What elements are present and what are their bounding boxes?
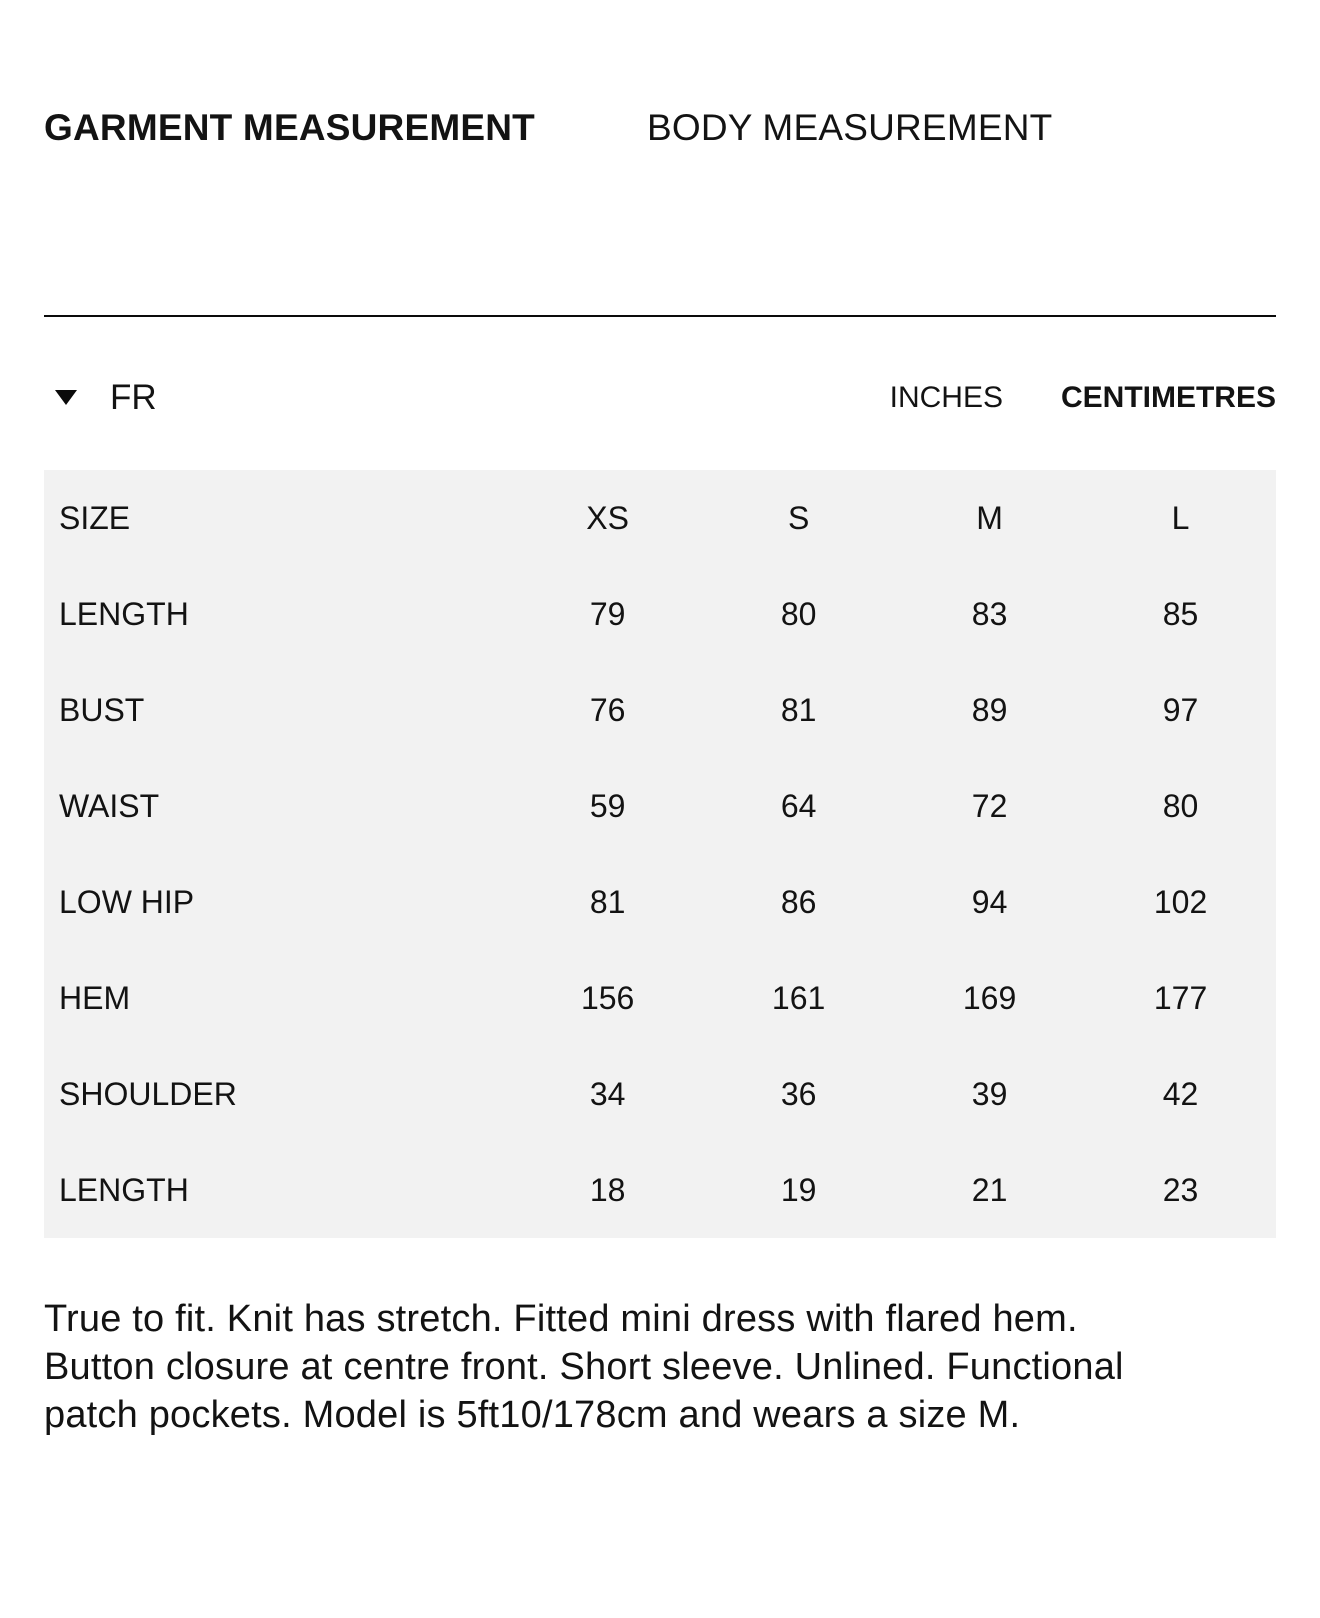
tab-body-measurement[interactable]: BODY MEASUREMENT bbox=[646, 107, 1053, 148]
cell-value: 89 bbox=[971, 691, 1008, 728]
region-dropdown[interactable] bbox=[55, 378, 157, 418]
cell-value: 36 bbox=[780, 1075, 817, 1112]
description-line: Button closure at centre front. Short sleeve. Unlined. Functional bbox=[44, 1345, 1124, 1388]
unit-toggle bbox=[890, 381, 1276, 416]
cell-value: 80 bbox=[780, 595, 817, 632]
cell-value: 80 bbox=[1162, 787, 1199, 824]
cell-value: 161 bbox=[771, 979, 826, 1016]
cell-value: 72 bbox=[971, 787, 1008, 824]
measurement-tabs bbox=[44, 0, 1276, 149]
header-col-xs: XS bbox=[586, 499, 629, 536]
divider bbox=[44, 315, 1276, 317]
table-row bbox=[44, 1046, 1276, 1142]
size-table bbox=[44, 470, 1276, 1238]
cell-value: 21 bbox=[971, 1171, 1008, 1208]
cell-value: 19 bbox=[780, 1171, 817, 1208]
row-label: WAIST bbox=[59, 787, 160, 824]
cell-value: 97 bbox=[1162, 691, 1199, 728]
cell-value: 169 bbox=[962, 979, 1017, 1016]
cell-value: 102 bbox=[1153, 883, 1208, 920]
cell-value: 85 bbox=[1162, 595, 1199, 632]
cell-value: 59 bbox=[589, 787, 626, 824]
cell-value: 34 bbox=[589, 1075, 626, 1112]
table-row bbox=[44, 854, 1276, 950]
header-col-l: L bbox=[1171, 499, 1190, 536]
table-row bbox=[44, 758, 1276, 854]
cell-value: 156 bbox=[580, 979, 635, 1016]
region-label: FR bbox=[110, 377, 157, 417]
row-label: LENGTH bbox=[59, 1171, 189, 1208]
cell-value: 81 bbox=[589, 883, 626, 920]
cell-value: 23 bbox=[1162, 1171, 1199, 1208]
description-line: True to fit. Knit has stretch. Fitted mini dress with flared hem. bbox=[44, 1297, 1078, 1340]
unit-toggle-centimetres[interactable]: CENTIMETRES bbox=[1060, 380, 1276, 414]
cell-value: 83 bbox=[971, 595, 1008, 632]
cell-value: 76 bbox=[589, 691, 626, 728]
header-size-label: SIZE bbox=[59, 499, 131, 536]
cell-value: 94 bbox=[971, 883, 1008, 920]
caret-down-icon bbox=[55, 390, 77, 405]
row-label: SHOULDER bbox=[59, 1075, 237, 1112]
cell-value: 18 bbox=[589, 1171, 626, 1208]
cell-value: 42 bbox=[1162, 1075, 1199, 1112]
table-row bbox=[44, 662, 1276, 758]
cell-value: 64 bbox=[780, 787, 817, 824]
cell-value: 79 bbox=[589, 595, 626, 632]
size-table-body bbox=[44, 566, 1276, 1238]
tab-garment-measurement[interactable]: GARMENT MEASUREMENT bbox=[44, 107, 535, 148]
row-label: LENGTH bbox=[59, 595, 189, 632]
row-label: BUST bbox=[59, 691, 145, 728]
row-label: HEM bbox=[59, 979, 131, 1016]
size-table-header-row bbox=[44, 470, 1276, 566]
table-controls bbox=[44, 378, 1276, 418]
row-label: LOW HIP bbox=[59, 883, 195, 920]
product-description bbox=[44, 1295, 1276, 1439]
table-row bbox=[44, 566, 1276, 662]
table-row bbox=[44, 1142, 1276, 1238]
table-row bbox=[44, 950, 1276, 1046]
cell-value: 86 bbox=[780, 883, 817, 920]
cell-value: 81 bbox=[780, 691, 817, 728]
header-col-m: M bbox=[976, 499, 1003, 536]
cell-value: 39 bbox=[971, 1075, 1008, 1112]
description-line: patch pockets. Model is 5ft10/178cm and wears a size M. bbox=[44, 1393, 1021, 1436]
unit-toggle-inches[interactable]: INCHES bbox=[889, 380, 1003, 414]
cell-value: 177 bbox=[1153, 979, 1208, 1016]
header-col-s: S bbox=[787, 499, 810, 536]
